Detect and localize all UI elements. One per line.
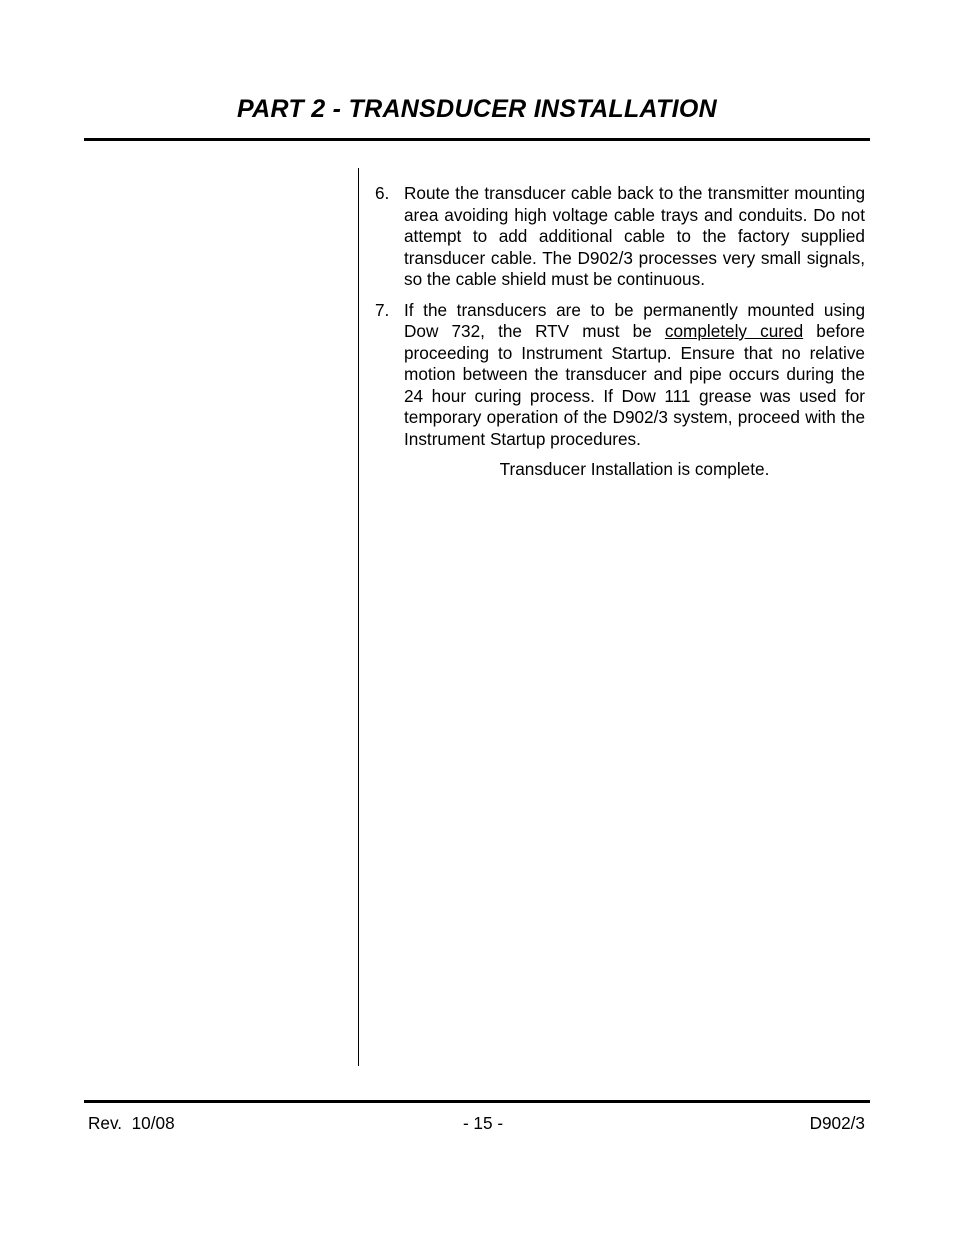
- page-title: PART 2 - TRANSDUCER INSTALLATION: [237, 95, 717, 123]
- list-item-step-6: [375, 183, 865, 291]
- model-label: D902/3: [809, 1113, 865, 1133]
- column-divider: [358, 168, 359, 1066]
- header-rule: [84, 138, 870, 141]
- footer-rule: [84, 1100, 870, 1103]
- step-text-before: If the transducers are to be permanently mounted using Dow 732, the RTV must be: [404, 299, 865, 341]
- main-content: [375, 183, 865, 481]
- emphasis-text: completely cured: [664, 321, 804, 341]
- step-number: 6.: [375, 183, 390, 203]
- list-item-step-7: [375, 300, 865, 451]
- step-text: Route the transducer cable back to the transmitter mounting area avoiding high voltage cable trays and conduits. Do not attempt to add additional cable to the factory supplied transducer cable. The D902/3 processes very small signals, so the cable shield must be continuous.: [404, 183, 865, 289]
- revision-label: Rev. 10/08: [88, 1113, 175, 1133]
- step-text-after: before proceeding to Instrument Startup. Ensure that no relative motion between the transducer and pipe occurs during the 24 hour curing process. If Dow 111 grease was used for temporary operation of the D902/3 system, proceed with the Instrument Startup procedures.: [404, 321, 865, 449]
- page-number: - 15 -: [462, 1113, 504, 1133]
- step-number: 7.: [375, 299, 390, 320]
- closing-statement: Transducer Installation is complete.: [499, 459, 770, 479]
- step-text: [404, 300, 865, 451]
